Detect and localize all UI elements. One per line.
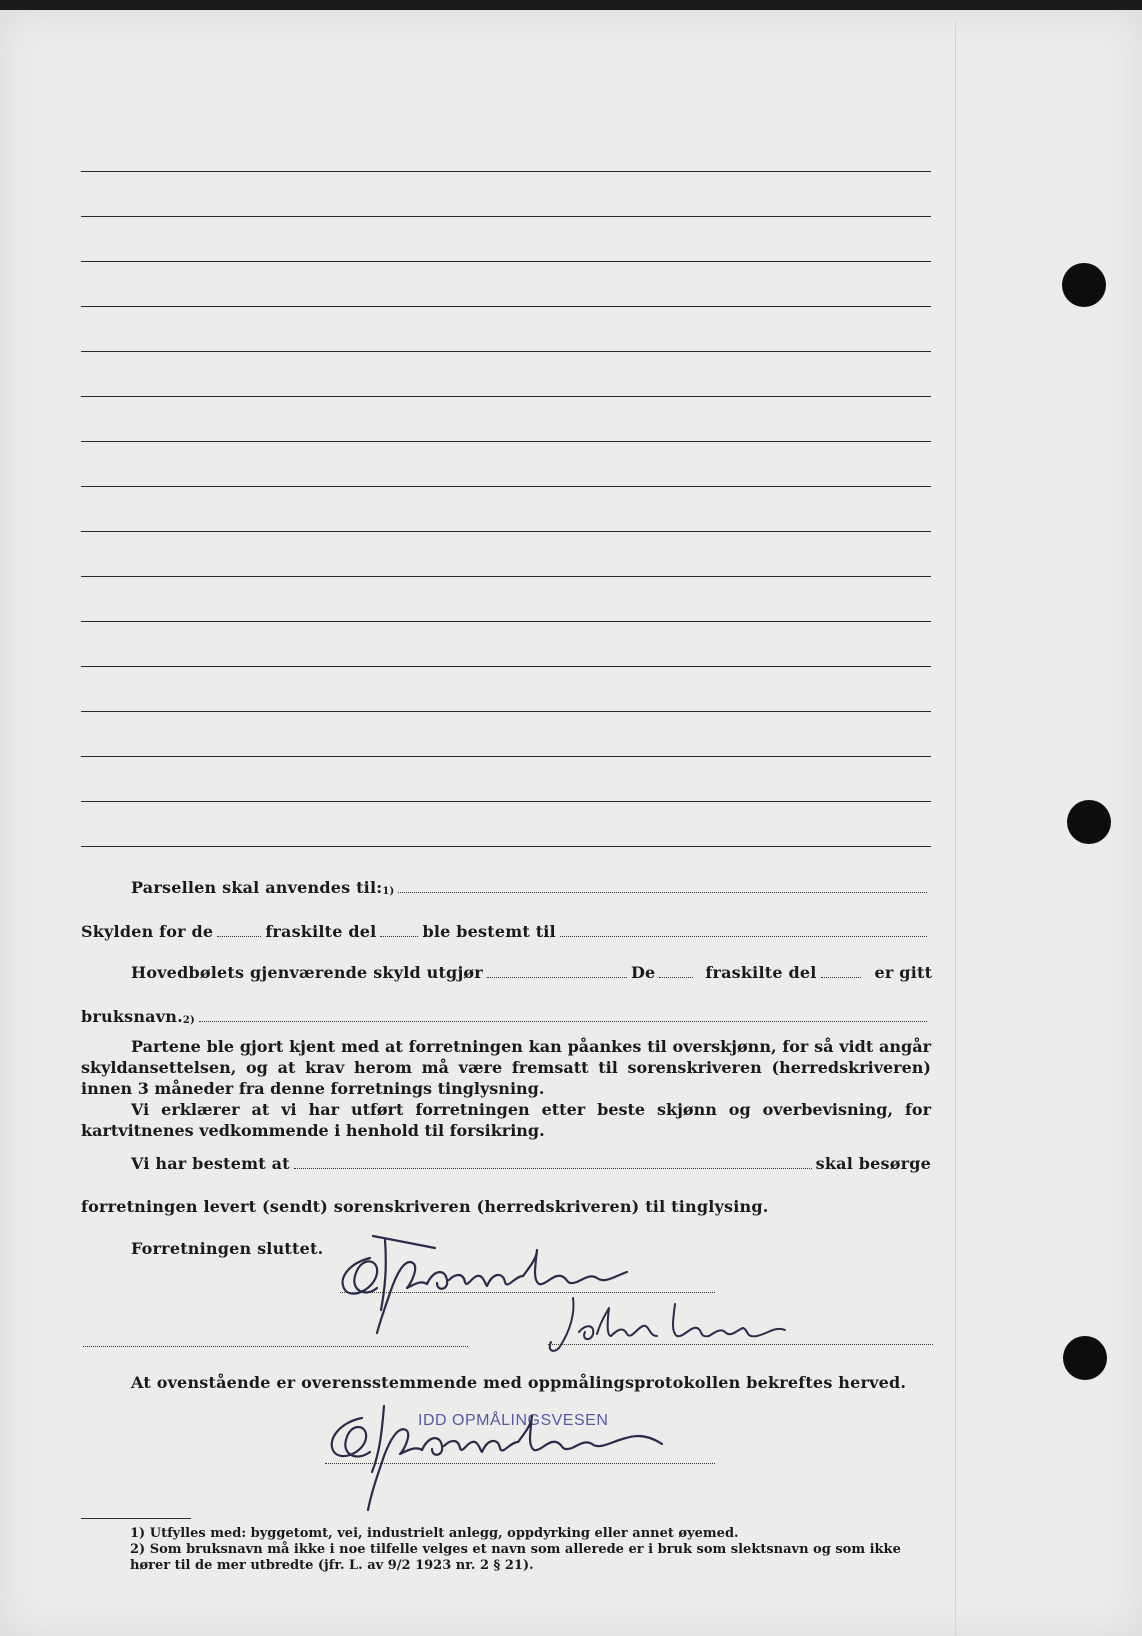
blank-line-5	[81, 351, 931, 352]
remaining-part-field[interactable]	[821, 976, 861, 978]
remaining-value-field[interactable]	[487, 976, 627, 978]
blank-line-6	[81, 396, 931, 397]
footnote-2-text: Som bruksnavn må ikke i noe tilfelle velges et navn som allerede er i bruk som slektsnavn og som ikke hører til de mer utbredte (jfr. L. av 9/2 1923 nr. 2 § 21).	[130, 1542, 901, 1573]
blank-line-10	[81, 576, 931, 577]
remaining-end: er gitt	[874, 963, 933, 982]
punch-hole-middle	[1067, 800, 1111, 844]
footnote-2	[130, 1542, 935, 1574]
tax-suffix: ble bestemt til	[422, 922, 556, 941]
blank-line-1	[81, 171, 931, 172]
decided-end: skal besørge	[815, 1154, 931, 1173]
delivery-row	[81, 1197, 931, 1216]
blank-line-15	[81, 801, 931, 802]
tax-row	[81, 922, 931, 941]
remaining-count-field[interactable]	[659, 976, 693, 978]
decided-field[interactable]	[294, 1167, 812, 1169]
blank-line-14	[81, 756, 931, 757]
usage-footnote-ref: 1)	[382, 886, 395, 897]
closing-text: Forretningen sluttet.	[131, 1239, 324, 1258]
blank-line-9	[81, 531, 931, 532]
bruksnavn-field[interactable]	[199, 1020, 927, 1022]
footnotes	[130, 1526, 935, 1574]
legal-paragraphs	[81, 1036, 931, 1141]
office-stamp: IDD OPMÅLINGSVESEN	[418, 1412, 609, 1429]
bruksnavn-label: bruksnavn.	[81, 1007, 183, 1026]
remaining-row	[81, 963, 931, 982]
tax-value-field[interactable]	[560, 935, 927, 937]
document-page	[0, 10, 1142, 1636]
delivery-text: forretningen levert (sendt) sorenskriveren (herredskriveren) til tinglysing.	[81, 1197, 769, 1216]
blank-line-2	[81, 216, 931, 217]
footnote-2-mark: 2)	[130, 1542, 146, 1557]
declaration-paragraph: Vi erklærer at vi har utført forretningen etter beste skjønn og overbevisning, for kartvitnenes vedkommende i henhold til forsikring.	[81, 1100, 931, 1140]
blank-line-11	[81, 621, 931, 622]
decided-row	[81, 1154, 931, 1173]
tax-prefix: Skylden for de	[81, 922, 214, 941]
bruksnavn-footnote-ref: 2)	[182, 1015, 195, 1026]
usage-row	[81, 878, 931, 897]
confirmation-row	[81, 1373, 931, 1392]
footnote-1-text: Utfylles med: byggetomt, vei, industrielt anlegg, oppdyrking eller annet øyemed.	[149, 1526, 739, 1541]
tax-count-field[interactable]	[217, 935, 261, 937]
usage-label: Parsellen skal anvendes til:	[131, 878, 383, 897]
footnote-separator	[81, 1518, 191, 1519]
footnote-1-mark: 1)	[130, 1526, 146, 1541]
blank-line-13	[81, 711, 931, 712]
punch-hole-bottom	[1063, 1336, 1107, 1380]
remaining-label: Hovedbølets gjenværende skyld utgjør	[131, 963, 483, 982]
punch-hole-top	[1062, 263, 1106, 307]
blank-line-8	[81, 486, 931, 487]
blank-line-16	[81, 846, 931, 847]
footnote-1	[130, 1526, 935, 1542]
blank-line-7	[81, 441, 931, 442]
blank-line-3	[81, 261, 931, 262]
decided-label: Vi har bestemt at	[131, 1154, 290, 1173]
blank-line-4	[81, 306, 931, 307]
appeal-paragraph: Partene ble gjort kjent med at forretningen kan påankes til overskjønn, for så vidt angår skyldansettelsen, og at krav herom må være fremsatt til sorenskriveren (herredskriveren) innen 3 måneder fra denne forretnings tinglysning.	[81, 1037, 931, 1098]
remaining-fraskilte: fraskilte del	[705, 963, 817, 982]
tax-part-field[interactable]	[380, 935, 418, 937]
remaining-de: De	[630, 963, 656, 982]
usage-field[interactable]	[398, 891, 927, 893]
fold-line	[955, 22, 956, 1636]
signature-3	[312, 1400, 712, 1515]
bruksnavn-row	[81, 1007, 931, 1026]
confirmation-text: At ovenstående er overensstemmende med oppmålingsprotokollen bekreftes herved.	[131, 1373, 907, 1392]
blank-line-12	[81, 666, 931, 667]
tax-middle: fraskilte del	[265, 922, 377, 941]
signature-2	[545, 1290, 835, 1360]
